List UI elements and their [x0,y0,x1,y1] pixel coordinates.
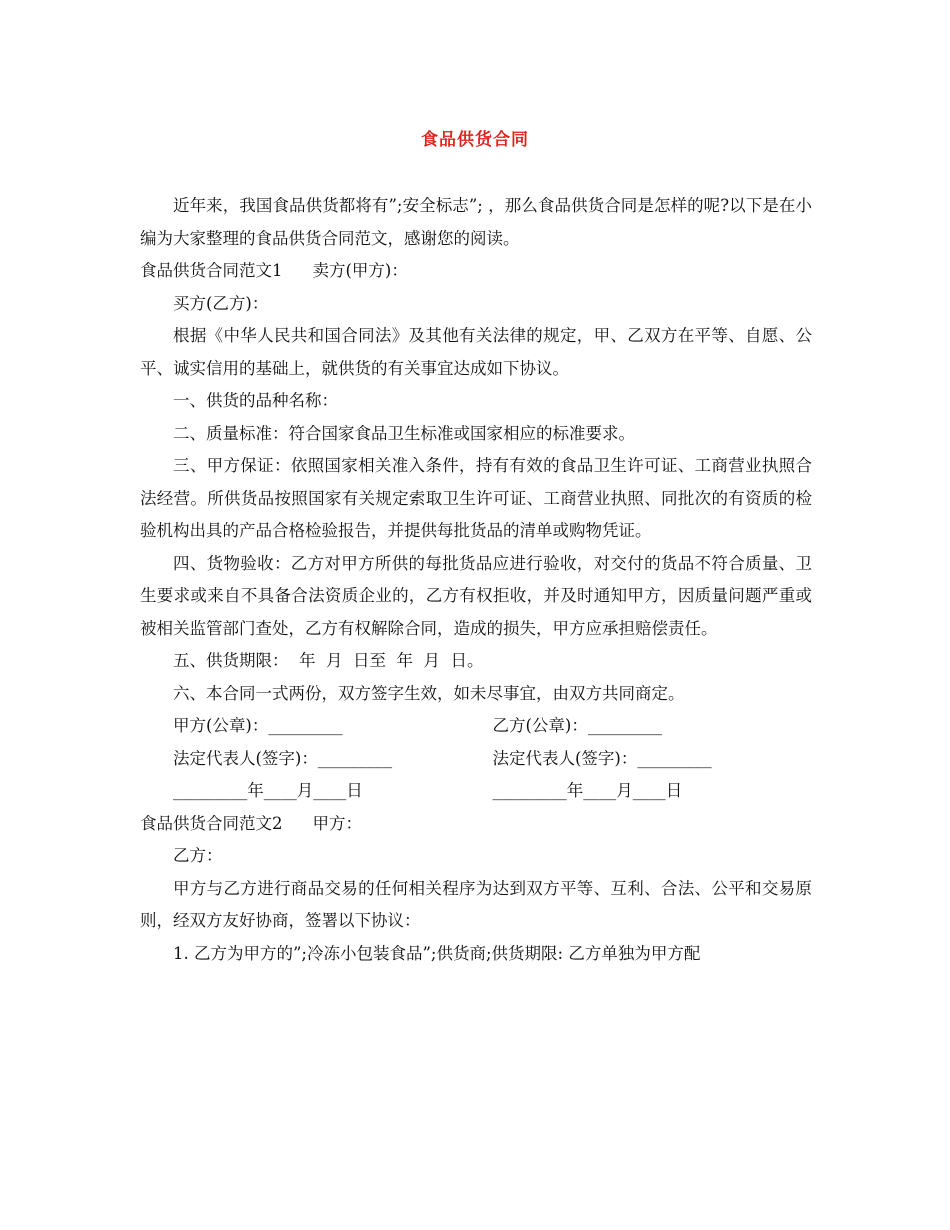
party-b-date: _________年____月____日 [492,781,683,800]
sample1-seller: 卖方(甲方)： [312,261,408,280]
intro-paragraph: 近年来，我国食品供货都将有”;安全标志”; ，那么食品供货合同是怎样的呢?以下是在小编为大家整理的食品供货合同范文，感谢您的阅读。 [140,196,812,248]
document-title: 食品供货合同 [421,130,529,150]
party-a-date: _________年____月____日 [173,781,363,800]
clause-1: 一、供货的品种名称： [173,391,338,410]
signature-seal-row [140,710,812,743]
clause-6: 六、本合同一式两份，双方签字生效，如未尽事宜，由双方共同商定。 [173,683,685,703]
clause-4: 四、货物验收：乙方对甲方所供的每批货品应进行验收，对交付的货品不符合质量、卫生要求或来自不具备合法资质企业的，乙方有权拒收，并及时通知甲方，因质量问题严重或被相关监管部门查处，乙方有权解除合同，造成的损失，甲方应承担赔偿责任。 [140,553,812,638]
document-body [140,190,812,970]
party-a-representative: 法定代表人(签字)：_________ [173,748,393,768]
sample2-party-a: 甲方： [312,813,362,833]
sample1-heading: 食品供货合同范文1 [140,261,283,280]
sample1-heading-line [140,255,812,288]
signature-date-row [140,775,812,808]
sample1-preamble: 根据《中华人民共和国合同法》及其他有关法律的规定，甲、乙双方在平等、自愿、公平、诚实信用的基础上，就供货的有关事宜达成如下协议。 [140,326,812,378]
sample2-heading-line [140,808,812,841]
party-a-seal: 甲方(公章)：_________ [173,716,343,735]
sample2-preamble: 甲方与乙方进行商品交易的任何相关程序为达到双方平等、互利、合法、公平和交易原则，经双方友好协商，签署以下协议： [140,878,812,930]
sample2-heading: 食品供货合同范文2 [140,813,283,833]
party-b-seal: 乙方(公章)：_________ [492,716,663,735]
signature-rep-row [140,743,812,776]
clause-2: 二、质量标准：符合国家食品卫生标准或国家相应的标准要求。 [173,423,635,443]
clause-3: 三、甲方保证：依照国家相关准入条件，持有有效的食品卫生许可证、工商营业执照合法经营。所供货品按照国家有关规定索取卫生许可证、工商营业执照、同批次的有资质的检验机构出具的产品合格检验报告，并提供每批货品的清单或购物凭证。 [140,456,812,540]
clause-5: 五、供货期限： 年 月 日至 年 月 日。 [173,651,484,670]
sample2-party-b: 乙方： [173,846,223,865]
sample2-item-1: 1. 乙方为甲方的”;冷冻小包装食品”;供货商;供货期限: 乙方单独为甲方配 [173,943,701,963]
party-b-representative: 法定代表人(签字)：_________ [492,748,712,768]
sample1-buyer: 买方(乙方)： [173,293,269,313]
